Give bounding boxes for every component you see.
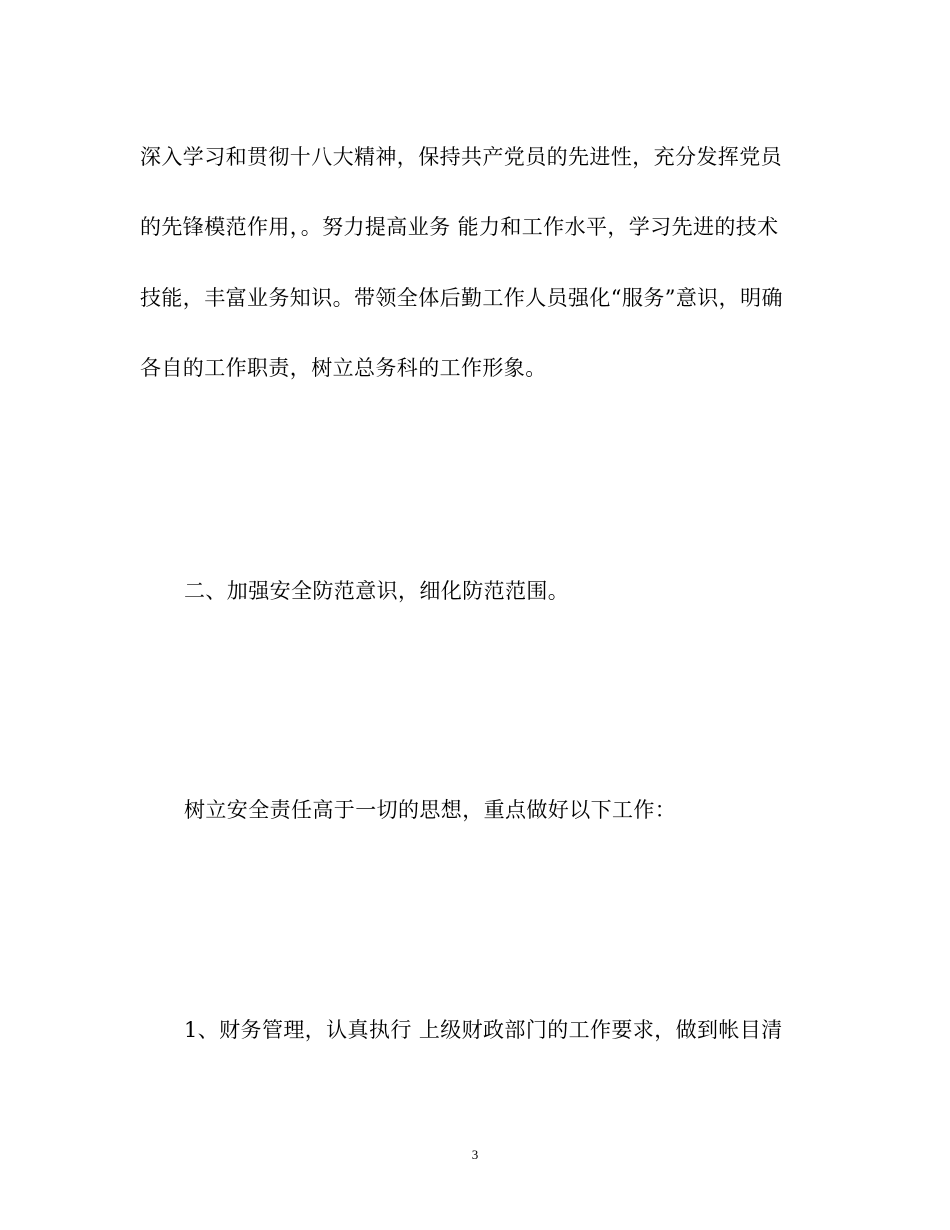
page-number: 3 [471,1147,479,1162]
section-heading: 二、加强安全防范意识，细化防范范围。 [184,579,570,603]
paragraph-line-3: 技能，丰富业务知识。带领全体后勤工作人员强化“服务”意识，明确 [140,286,783,310]
paragraph-line-4: 各自的工作职责，树立总务科的工作形象。 [140,356,547,380]
section-paragraph: 树立安全责任高于一切的思想，重点做好以下工作： [184,798,677,822]
list-item-1: 1、财务管理，认真执行 上级财政部门的工作要求，做到帐目清 [184,1018,783,1042]
paragraph-line-1: 深入学习和贯彻十八大精神，保持共产党员的先进性，充分发挥党员 [140,145,782,169]
paragraph-line-2: 的先锋模范作用，。努力提高业务 能力和工作水平，学习先进的技术 [140,215,779,239]
